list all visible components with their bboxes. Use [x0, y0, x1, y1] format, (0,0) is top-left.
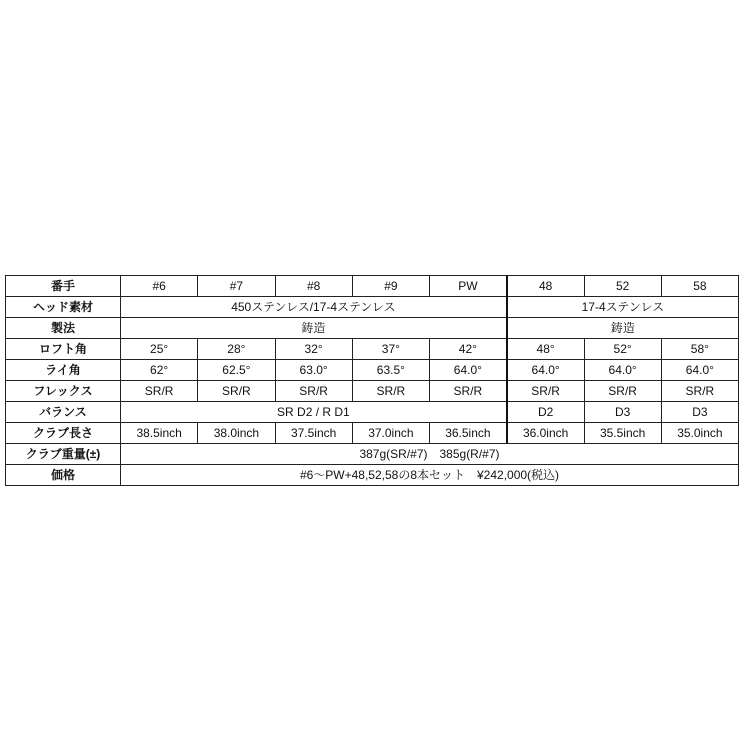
length-cell: 36.5inch [430, 423, 507, 444]
loft-cell: 42° [430, 339, 507, 360]
balance-irons: SR D2 / R D1 [121, 402, 507, 423]
flex-cell: SR/R [121, 381, 198, 402]
length-cell: 37.5inch [275, 423, 352, 444]
spec-table [5, 275, 739, 486]
flex-cell: SR/R [661, 381, 738, 402]
weight-value: 387g(SR/#7) 385g(R/#7) [121, 444, 739, 465]
club-cell: 58 [661, 276, 738, 297]
club-cell: #7 [198, 276, 275, 297]
head-material-wedges: 17-4ステンレス [507, 297, 739, 318]
balance-cell: D2 [507, 402, 584, 423]
loft-cell: 32° [275, 339, 352, 360]
label-flex: フレックス [6, 381, 121, 402]
flex-cell: SR/R [584, 381, 661, 402]
head-material-irons: 450ステンレス/17-4ステンレス [121, 297, 507, 318]
length-cell: 38.0inch [198, 423, 275, 444]
loft-cell: 37° [352, 339, 429, 360]
lie-cell: 63.5° [352, 360, 429, 381]
loft-cell: 52° [584, 339, 661, 360]
club-cell: 52 [584, 276, 661, 297]
balance-cell: D3 [661, 402, 738, 423]
length-cell: 38.5inch [121, 423, 198, 444]
row-lie [6, 360, 739, 381]
process-wedges: 鋳造 [507, 318, 739, 339]
club-cell: 48 [507, 276, 584, 297]
label-process: 製法 [6, 318, 121, 339]
length-cell: 35.0inch [661, 423, 738, 444]
price-value: #6～PW+48,52,58の8本セット ¥242,000(税込) [121, 465, 739, 486]
club-cell: PW [430, 276, 507, 297]
flex-cell: SR/R [507, 381, 584, 402]
lie-cell: 62° [121, 360, 198, 381]
row-flex [6, 381, 739, 402]
length-cell: 36.0inch [507, 423, 584, 444]
row-club-number [6, 276, 739, 297]
label-weight: クラブ重量(±) [6, 444, 121, 465]
flex-cell: SR/R [352, 381, 429, 402]
club-cell: #9 [352, 276, 429, 297]
row-process [6, 318, 739, 339]
lie-cell: 64.0° [661, 360, 738, 381]
label-loft: ロフト角 [6, 339, 121, 360]
club-cell: #8 [275, 276, 352, 297]
label-head-material: ヘッド素材 [6, 297, 121, 318]
length-cell: 35.5inch [584, 423, 661, 444]
row-balance [6, 402, 739, 423]
flex-cell: SR/R [275, 381, 352, 402]
lie-cell: 64.0° [430, 360, 507, 381]
row-weight [6, 444, 739, 465]
lie-cell: 64.0° [507, 360, 584, 381]
loft-cell: 58° [661, 339, 738, 360]
loft-cell: 48° [507, 339, 584, 360]
row-loft [6, 339, 739, 360]
lie-cell: 64.0° [584, 360, 661, 381]
row-price [6, 465, 739, 486]
balance-cell: D3 [584, 402, 661, 423]
flex-cell: SR/R [198, 381, 275, 402]
lie-cell: 62.5° [198, 360, 275, 381]
loft-cell: 28° [198, 339, 275, 360]
loft-cell: 25° [121, 339, 198, 360]
process-irons: 鋳造 [121, 318, 507, 339]
row-head-material [6, 297, 739, 318]
row-length [6, 423, 739, 444]
flex-cell: SR/R [430, 381, 507, 402]
label-club-number: 番手 [6, 276, 121, 297]
label-balance: バランス [6, 402, 121, 423]
club-cell: #6 [121, 276, 198, 297]
length-cell: 37.0inch [352, 423, 429, 444]
label-lie: ライ角 [6, 360, 121, 381]
lie-cell: 63.0° [275, 360, 352, 381]
label-length: クラブ長さ [6, 423, 121, 444]
label-price: 価格 [6, 465, 121, 486]
